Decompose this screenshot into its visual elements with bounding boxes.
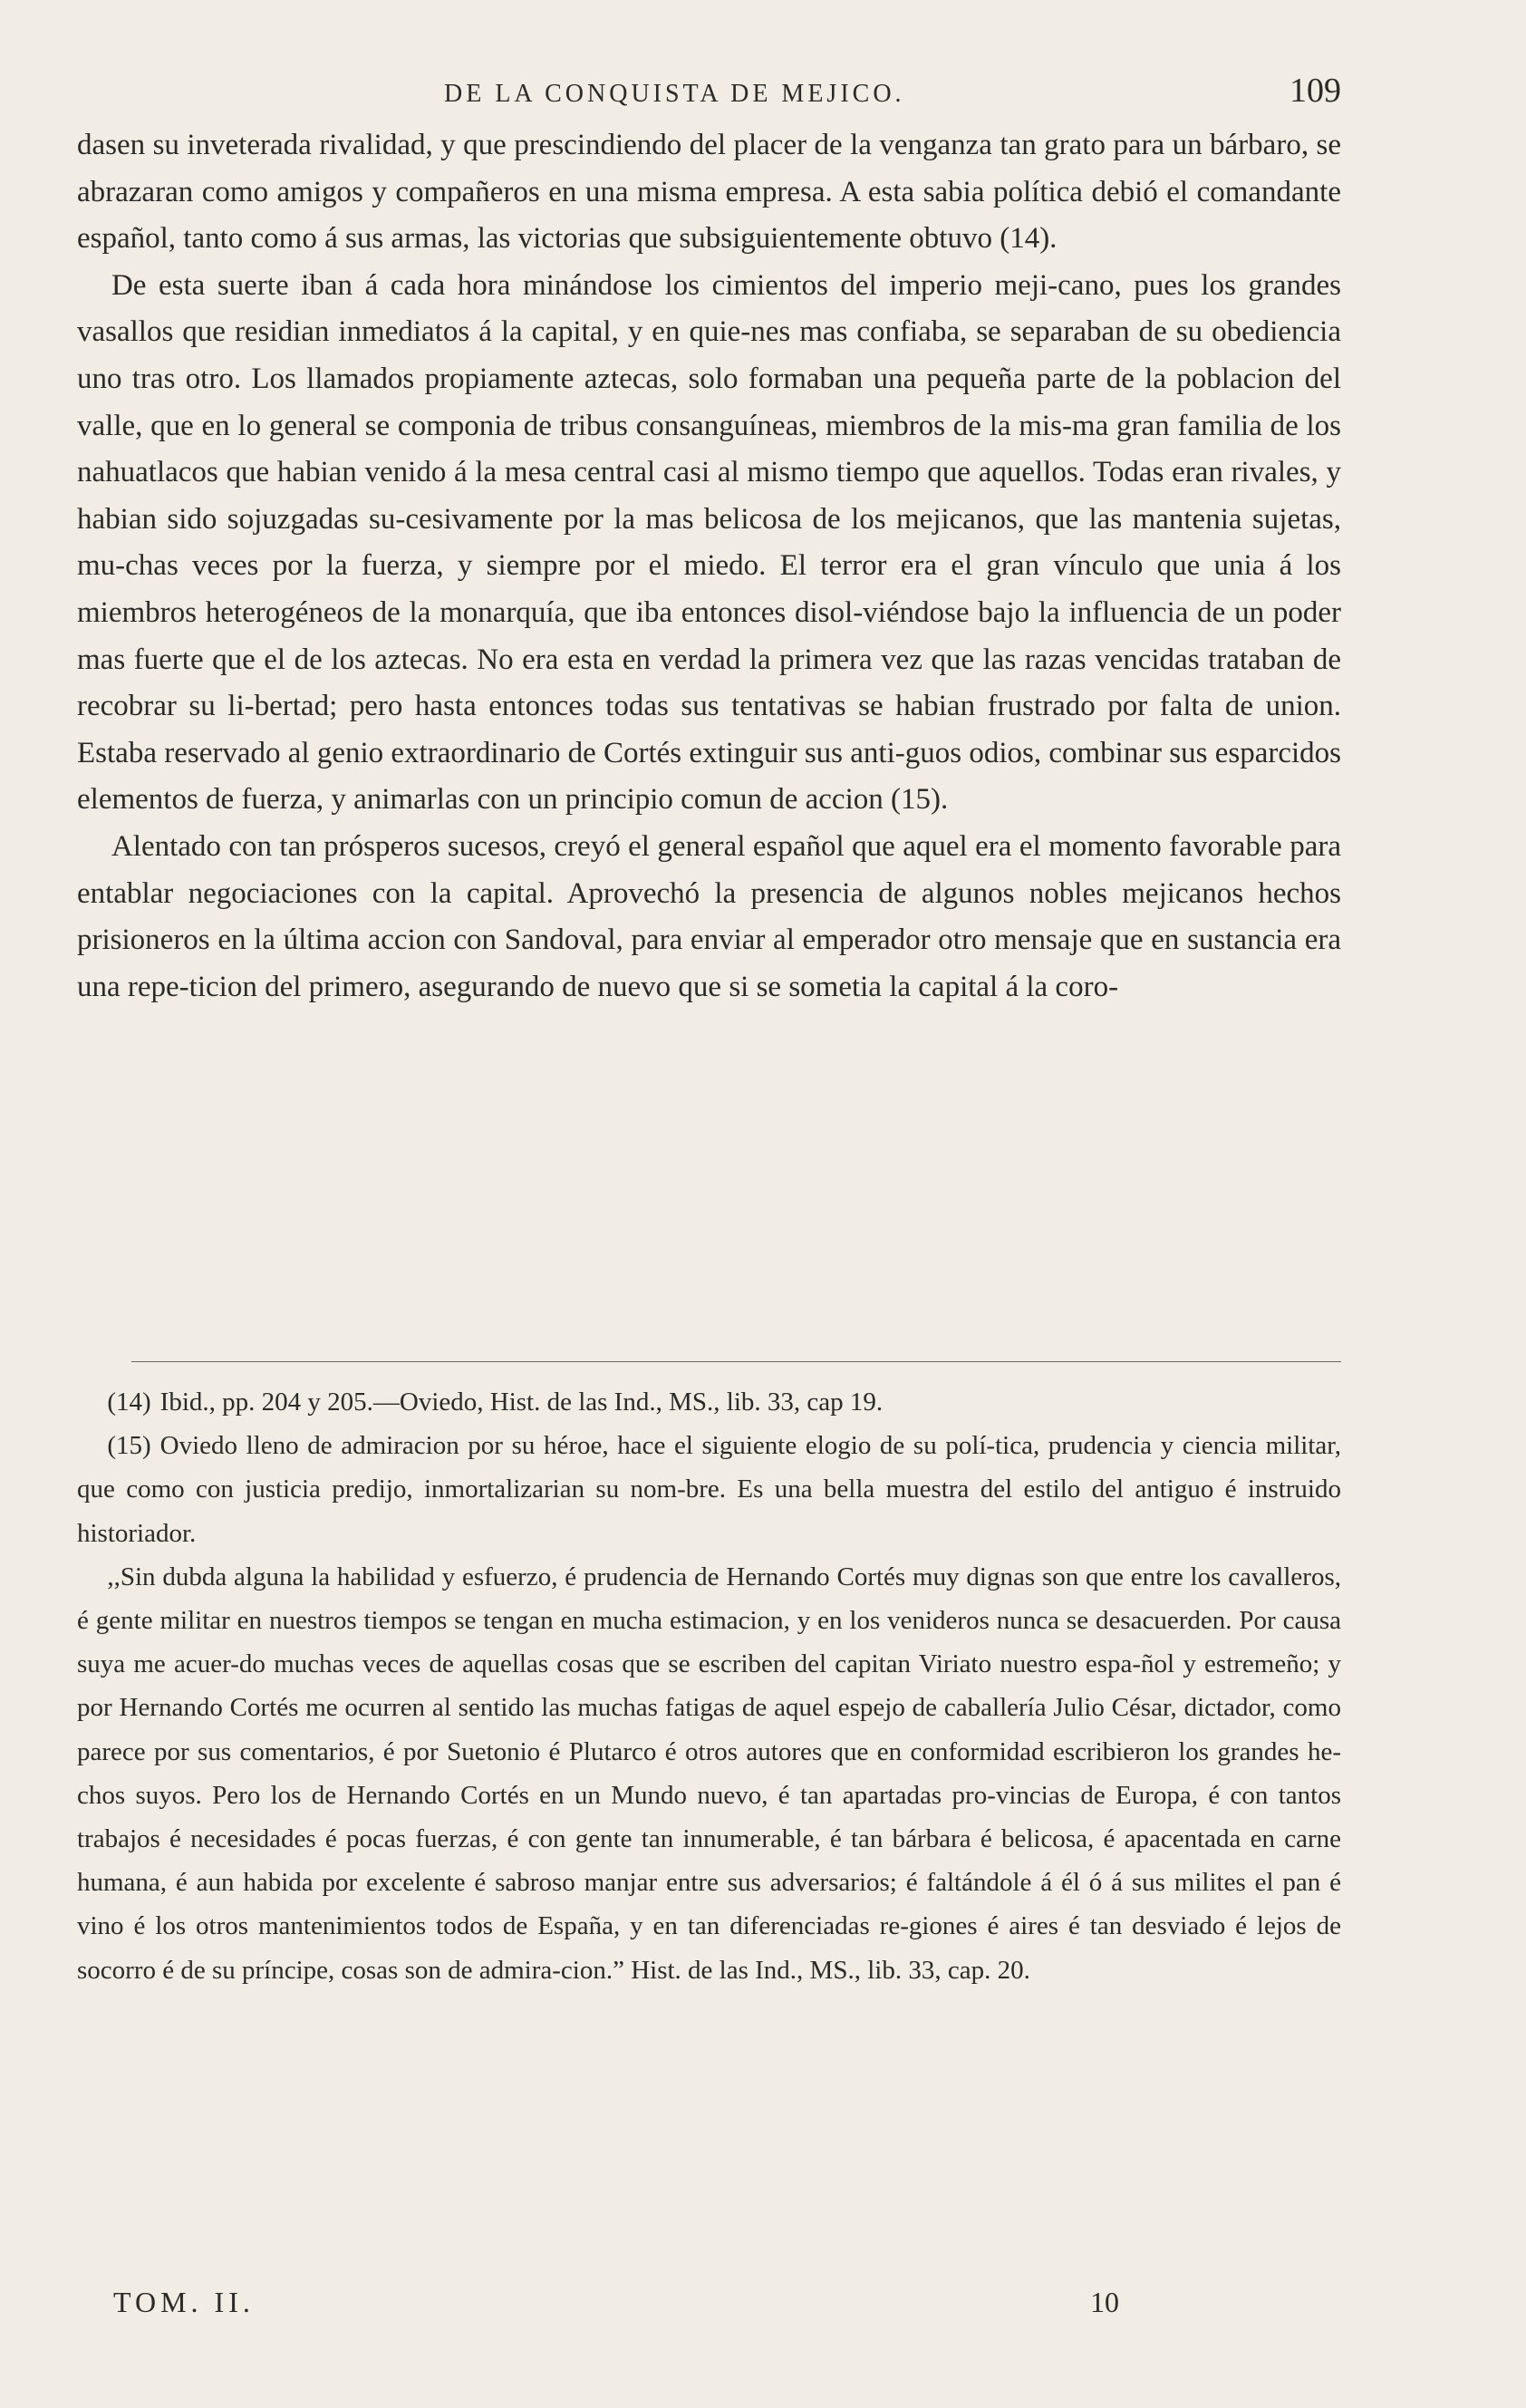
footnote-text: Ibid., pp. 204 y 205.—Oviedo, Hist. de las Ind., MS., lib. 33, cap 19. bbox=[159, 1388, 884, 1417]
page-number: 109 bbox=[1289, 72, 1341, 110]
running-head bbox=[77, 71, 1341, 125]
footnote-quote-text: ,,Sin dubda alguna la habilidad y esfuerzo, é prudencia de Hernando Cortés muy dignas son que entre los cavalleros, é gente militar en nuestros tiempos se tengan en mucha estimacion, y en los venideros nunca se desacuerden. Por causa suya me acuer-do muchas veces de aquellas cosas que se escriben del capitan Viriato nuestro espa-ñol y estremeño; y por Hernando Cortés me ocurren al sentido las muchas fatigas de aquel espejo de caballería Julio César, dictador, como parece por sus comentarios, é por Suetonio é Plutarco é otros autores que en conformidad escribieron los grandes he-chos suyos. Pero los de Hernando Cortés en un Mundo nuevo, é tan apartadas pro-vincias de Europa, é con tantos trabajos é necesidades é pocas fuerzas, é con gente tan innumerable, é tan bárbara é belicosa, é apacentada en carne humana, é aun habida por excelente é sabroso manjar entre sus adversarios; é faltándole á él ó á sus milites el pan é vino é los otros mantenimientos todos de España, y en tan diferenciadas re-giones é aires é tan desviado é lejos de socorro é de su príncipe, cosas son de admira-cion.” Hist. de las Ind., MS., lib. 33, cap. 20. bbox=[77, 1562, 1341, 1985]
footnote-quotation bbox=[77, 1555, 1341, 1992]
footnote-14 bbox=[77, 1380, 1341, 1424]
volume-label: TOM. II. bbox=[113, 2286, 255, 2318]
main-text bbox=[77, 122, 1341, 1011]
footnote-text: Oviedo lleno de admiracion por su héroe, hace el siguiente elogio de su polí-tica, prudencia y ciencia militar, que como con justicia predijo, inmortalizarian su nom-bre. Es una bella muestra del estilo del antiguo é instruido historiador. bbox=[77, 1431, 1341, 1548]
paragraph-continuation: dasen su inveterada rivalidad, y que prescindiendo del placer de la venganza tan grato para un bárbaro, se abrazaran como amigos y compañeros en una misma empresa. A esta sabia política debió el comandante español, tanto como á sus armas, las victorias que subsiguientemente obtuvo (14). bbox=[77, 129, 1341, 256]
footnote-marker: (15) bbox=[107, 1431, 151, 1461]
signature-mark: 10 bbox=[1090, 2286, 1119, 2318]
paragraph: Alentado con tan prósperos sucesos, creyó el general español que aquel era el momento favorable para entablar negociaciones con la capital. Aprovechó la presencia de algunos nobles mejicanos hechos prisioneros en la última accion con Sandoval, para enviar al emperador otro mensaje que en sustancia era una repe-ticion del primero, asegurando de nuevo que si se sometia la capital á la coro- bbox=[77, 829, 1341, 1003]
footnote-divider bbox=[131, 1361, 1341, 1362]
footnote-15 bbox=[77, 1424, 1341, 1555]
running-title: DE LA CONQUISTA DE MEJICO. bbox=[444, 80, 905, 108]
footnotes bbox=[77, 1380, 1341, 1992]
footnote-marker: (14) bbox=[107, 1388, 151, 1417]
page-footer bbox=[113, 2286, 1119, 2326]
paragraph: De esta suerte iban á cada hora minándose los cimientos del imperio meji-cano, pues los grandes vasallos que residian inmediatos á la capital, y en quie-nes mas confiaba, se separaban de su obediencia uno tras otro. Los llamados propiamente aztecas, solo formaban una pequeña parte de la poblacion del valle, que en lo general se componia de tribus consanguíneas, miembros de la mis-ma gran familia de los nahuatlacos que habian venido á la mesa central casi al mismo tiempo que aquellos. Todas eran rivales, y habian sido sojuzgadas su-cesivamente por la mas belicosa de los mejicanos, que las mantenia sujetas, mu-chas veces por la fuerza, y siempre por el miedo. El terror era el gran vínculo que unia á los miembros heterogéneos de la monarquía, que iba entonces disol-viéndose bajo la influencia de un poder mas fuerte que el de los aztecas. No era esta en verdad la primera vez que las razas vencidas trataban de recobrar su li-bertad; pero hasta entonces todas sus tentativas se habian frustrado por falta de union. Estaba reservado al genio extraordinario de Cortés extinguir sus anti-guos odios, combinar sus esparcidos elementos de fuerza, y animarlas con un principio comun de accion (15). bbox=[77, 268, 1341, 817]
